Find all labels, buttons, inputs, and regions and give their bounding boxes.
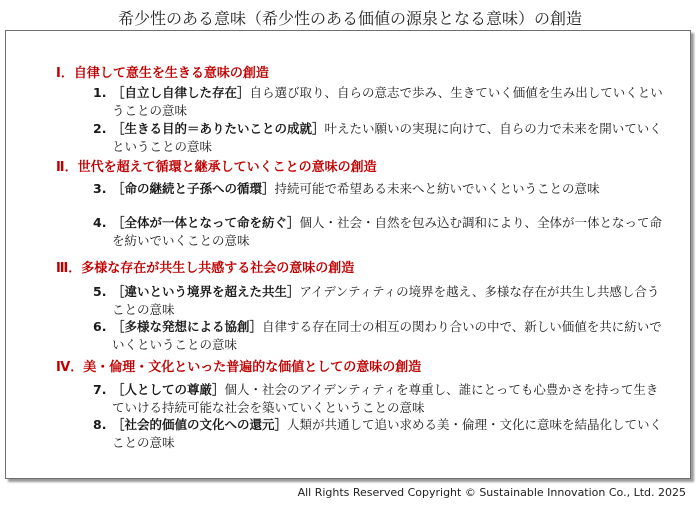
- item-body: 自ら選び取り、自らの意志で歩み、生きていく価値を生み出していくということの意味: [112, 85, 663, 118]
- item-key: ［人としての尊厳］: [112, 382, 225, 397]
- list-item-8: [93, 416, 668, 452]
- item-number: 7.: [93, 382, 107, 397]
- item-body: 人類が共通して追い求める美・倫理・文化に意味を結晶化していくことの意味: [112, 417, 663, 450]
- item-body: アイデンティティの境界を越え、多様な存在が共生し共感し合うことの意味: [112, 284, 660, 317]
- section-heading-3: Ⅲ．多様な存在が共生し共感する社会の意味の創造: [56, 261, 355, 276]
- section-heading-2: Ⅱ．世代を超えて循環と継承していくことの意味の創造: [56, 160, 377, 175]
- content-panel: [5, 30, 691, 479]
- list-item-5: [93, 283, 668, 319]
- item-number: 1.: [93, 85, 107, 100]
- section-heading-4: Ⅳ．美・倫理・文化といった普遍的な価値としての意味の創造: [56, 360, 422, 375]
- item-body: 自律する存在同士の相互の関わり合いの中で、新しい価値を共に紡いでいくということの意味: [112, 319, 662, 352]
- list-item-4: [93, 214, 668, 250]
- item-key: ［全体が一体となって命を紡ぐ］: [112, 215, 300, 230]
- page-title: 希少性のある意味（希少性のある価値の源泉となる意味）の創造: [117, 9, 582, 28]
- list-item-6: [93, 318, 668, 354]
- item-number: 3.: [93, 181, 107, 196]
- item-number: 5.: [93, 284, 107, 299]
- item-key: ［命の継続と子孫への循環］: [112, 181, 275, 196]
- item-number: 6.: [93, 319, 107, 334]
- list-item-2: [93, 120, 668, 156]
- item-key: ［違いという境界を超えた共生］: [112, 284, 300, 299]
- item-body: 叶えたい願いの実現に向けて、自らの力で未来を開いていくということの意味: [112, 121, 662, 154]
- item-key: ［多様な発想による協創］: [112, 319, 263, 334]
- item-number: 8.: [93, 417, 107, 432]
- list-item-7: [93, 381, 668, 417]
- item-number: 4.: [93, 215, 107, 230]
- copyright-footer: All Rights Reserved Copyright © Sustainable Innovation Co., Ltd. 2025: [297, 486, 686, 499]
- list-item-3: [93, 180, 668, 198]
- section-heading-1: Ⅰ．自律して意生を生きる意味の創造: [56, 66, 269, 81]
- item-key: ［自立し自律した存在］: [112, 85, 250, 100]
- item-body: 個人・社会・自然を包み込む調和により、全体が一体となって命を紡いでいくことの意味: [112, 215, 663, 248]
- list-item-1: [93, 84, 668, 120]
- item-body: 個人・社会のアイデンティティを尊重し、誰にとっても心豊かさを持って生きていける持続可能な社会を築いていくということの意味: [112, 382, 659, 415]
- item-key: ［社会的価値の文化への還元］: [112, 417, 288, 432]
- item-body: 持続可能で希望ある未来へと紡いでいくということの意味: [274, 181, 600, 196]
- item-number: 2.: [93, 121, 107, 136]
- item-key: ［生きる目的＝ありたいことの成就］: [112, 121, 325, 136]
